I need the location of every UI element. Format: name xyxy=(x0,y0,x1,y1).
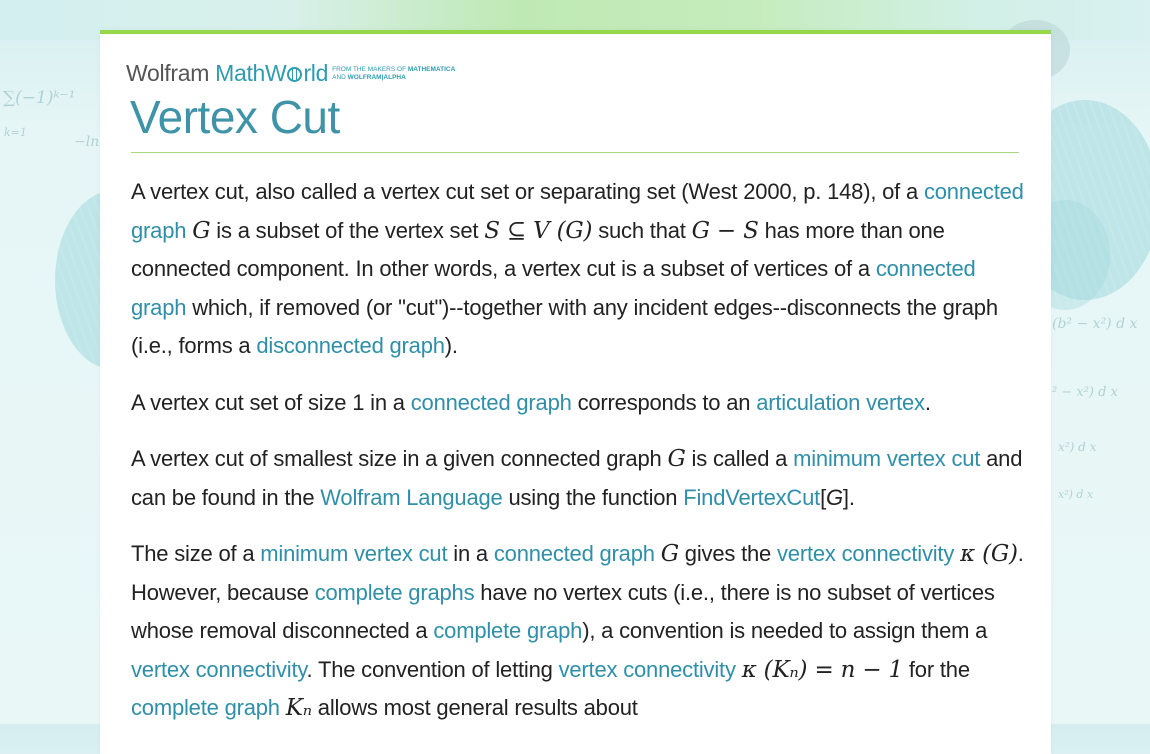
link-complete-graph[interactable]: complete graph xyxy=(131,695,280,720)
text: is called a xyxy=(685,446,794,471)
page-title: Vertex Cut xyxy=(130,91,340,143)
text: is a subset of the vertex set xyxy=(210,217,485,243)
logo-mathworld-post: rld xyxy=(303,60,329,86)
link-findvertexcut[interactable]: FindVertexCut xyxy=(683,484,821,510)
tagline-mathematica: MATHEMATICA xyxy=(407,65,456,73)
math-subset-expression: S ⊆ V (G) xyxy=(484,217,593,244)
math-kappa-G: κ (G) xyxy=(960,541,1018,567)
link-wolfram-language[interactable]: Wolfram Language xyxy=(320,484,503,510)
text: gives the xyxy=(678,541,777,566)
paragraph-connectivity xyxy=(131,535,1031,728)
background-formula-sum: ∑(−1)ᵏ⁻¹ xyxy=(3,88,76,108)
text: for the xyxy=(902,656,970,682)
background-formula-ln: −ln xyxy=(74,134,100,150)
math-G: G xyxy=(192,217,211,244)
math-kappa-Kn: κ (Kₙ) = n − 1 xyxy=(741,656,903,683)
link-complete-graph[interactable]: complete graph xyxy=(433,618,583,643)
title-divider xyxy=(131,152,1019,153)
link-connected-graph[interactable]: connected graph xyxy=(410,389,572,415)
math-G-minus-S: G − S xyxy=(691,217,759,244)
paragraph-articulation xyxy=(131,384,1031,423)
text: in a xyxy=(447,541,494,566)
link-connected-graph[interactable]: connected graph xyxy=(131,256,976,320)
tagline-text: FROM THE MAKERS OF xyxy=(332,65,408,73)
text: allows most general results about xyxy=(311,695,638,720)
tagline-wolframalpha: WOLFRAM|ALPHA xyxy=(347,73,406,81)
logo-wolfram-text: Wolfram xyxy=(126,60,210,86)
article-body xyxy=(131,173,1031,746)
text: which, if removed (or "cut")--together with any incident edges--disconnects the graph (i.e., forms a xyxy=(131,294,998,358)
background-formula-integral-4: x²) d x xyxy=(1058,488,1094,501)
link-connected-graph[interactable]: connected graph xyxy=(131,179,1024,243)
link-connected-graph[interactable]: connected graph xyxy=(493,541,655,566)
link-articulation-vertex[interactable]: articulation vertex xyxy=(756,389,925,415)
text: such that xyxy=(592,217,692,243)
text: . The convention of letting xyxy=(306,656,559,682)
text: A vertex cut of smallest size in a given connected graph xyxy=(131,446,668,471)
text: ). xyxy=(444,333,458,358)
mathworld-logo[interactable] xyxy=(126,60,455,87)
link-vertex-connectivity[interactable]: vertex connectivity xyxy=(131,656,307,682)
text: [ xyxy=(820,484,826,510)
article-card xyxy=(100,30,1051,754)
text: ), a convention is needed to assign them a xyxy=(582,618,988,643)
text: A vertex cut set of size 1 in a xyxy=(131,389,411,415)
background-formula-index: k=1 xyxy=(4,126,27,139)
link-complete-graphs[interactable]: complete graphs xyxy=(314,579,475,605)
link-minimum-vertex-cut[interactable]: minimum vertex cut xyxy=(260,541,448,566)
math-Kn: Kₙ xyxy=(285,695,312,721)
link-minimum-vertex-cut[interactable]: minimum vertex cut xyxy=(793,446,981,471)
background-formula-integral-3: x²) d x xyxy=(1058,440,1097,454)
link-vertex-connectivity[interactable]: vertex connectivity xyxy=(558,656,736,682)
text: has more than one connected component. In other words, a vertex cut is a subset of vertices of a xyxy=(131,217,945,281)
paragraph-definition xyxy=(131,173,1031,366)
link-disconnected-graph[interactable]: disconnected graph xyxy=(256,333,445,358)
text: using the function xyxy=(502,484,684,510)
text: . However, because xyxy=(131,541,1024,605)
background-formula-integral-2: ² − x²) d x xyxy=(1052,385,1118,400)
background-formula-integral-1: (b² − x²) d x xyxy=(1052,316,1138,332)
link-vertex-connectivity[interactable]: vertex connectivity xyxy=(776,541,955,566)
text: corresponds to an xyxy=(571,389,757,415)
logo-mathworld-pre: MathW xyxy=(215,60,287,86)
text: and can be found in the xyxy=(131,446,1023,510)
math-G: G xyxy=(667,446,686,472)
math-G: G xyxy=(660,541,679,567)
paragraph-minimum-cut xyxy=(131,440,1031,517)
code-arg-G: G xyxy=(825,484,843,510)
text: have no vertex cuts (i.e., there is no subset of vertices whose removal disconnected a xyxy=(131,579,995,643)
text: A vertex cut, also called a vertex cut set or separating set (West 2000, p. 148), of a xyxy=(131,179,924,204)
tagline-text: AND xyxy=(332,73,348,81)
logo-tagline xyxy=(332,66,455,82)
text: . xyxy=(924,389,931,415)
logo-mathworld-text xyxy=(215,60,328,87)
text: The size of a xyxy=(131,541,261,566)
text: ]. xyxy=(842,484,855,510)
globe-icon xyxy=(287,67,302,82)
